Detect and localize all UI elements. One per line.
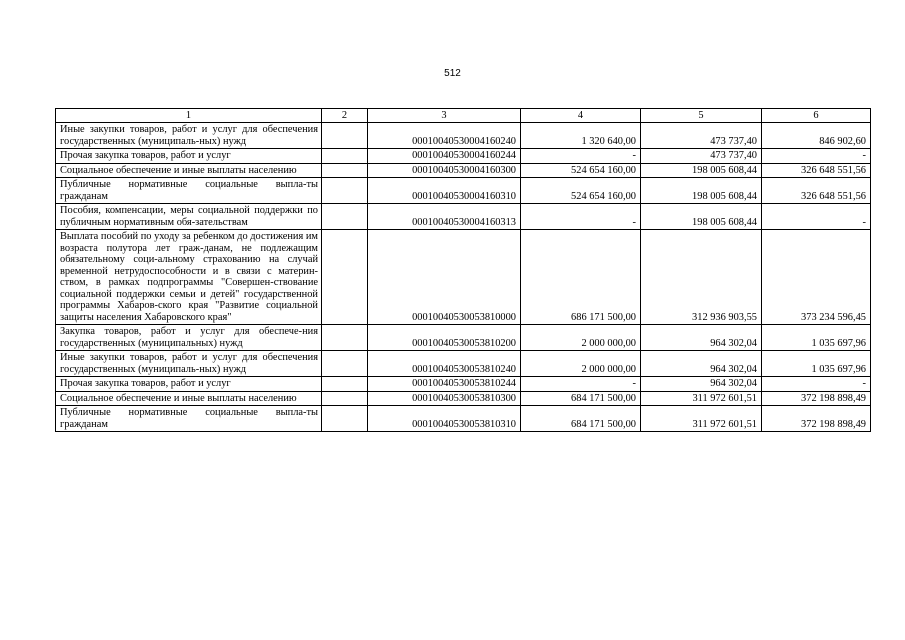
table-row [56,351,871,377]
row-code: 00010040530004160240 [368,123,521,149]
row-value-5: 964 302,04 [641,351,762,377]
table-row [56,230,871,325]
row-name: Иные закупки товаров, работ и услуг для обеспечения государственных (муниципаль-ных) нужд [56,351,322,377]
row-value-5: 473 737,40 [641,149,762,164]
row-col2 [322,204,368,230]
table-row [56,325,871,351]
row-col2 [322,123,368,149]
row-value-5: 198 005 608,44 [641,178,762,204]
row-value-4: 2 000 000,00 [521,351,641,377]
row-name: Выплата пособий по уходу за ребенком до достижения им возраста полутора лет граж-данам, не подлежащим обязательному соци-альному страхованию на случай временной нетрудоспособности и в связи с материн-ством, в рамках подпрограммы "Совершен-ствование социальной поддержки семьи и детей" государственной программы Хабаров-ского края "Развитие социальной защиты населения Хабаровского края" [56,230,322,325]
table-row [56,163,871,178]
row-name: Социальное обеспечение и иные выплаты населению [56,391,322,406]
row-value-5: 311 972 601,51 [641,406,762,432]
row-value-4: 686 171 500,00 [521,230,641,325]
row-value-4: - [521,149,641,164]
page-number: 512 [444,68,461,79]
row-col2 [322,178,368,204]
row-value-5: 312 936 903,55 [641,230,762,325]
row-value-6: 372 198 898,49 [762,406,871,432]
row-value-6: 372 198 898,49 [762,391,871,406]
table-row [56,123,871,149]
row-name: Публичные нормативные социальные выпла-ты гражданам [56,178,322,204]
row-value-4: - [521,204,641,230]
row-col2 [322,351,368,377]
header-col-3: 3 [368,109,521,123]
table-row [56,406,871,432]
row-name: Пособия, компенсации, меры социальной поддержки по публичным нормативным обя-зательствам [56,204,322,230]
row-code: 00010040530053810300 [368,391,521,406]
row-value-6: 1 035 697,96 [762,351,871,377]
row-value-5: 473 737,40 [641,123,762,149]
row-col2 [322,325,368,351]
row-code: 00010040530053810244 [368,377,521,392]
row-code: 00010040530053810200 [368,325,521,351]
row-name: Закупка товаров, работ и услуг для обеспече-ния государственных (муниципальных) нужд [56,325,322,351]
row-value-4: 524 654 160,00 [521,178,641,204]
row-value-6: 326 648 551,56 [762,178,871,204]
row-code: 00010040530053810310 [368,406,521,432]
row-value-4: 1 320 640,00 [521,123,641,149]
row-name: Иные закупки товаров, работ и услуг для обеспечения государственных (муниципаль-ных) нужд [56,123,322,149]
row-value-5: 198 005 608,44 [641,204,762,230]
table-row [56,377,871,392]
row-value-6: - [762,377,871,392]
row-value-4: - [521,377,641,392]
header-col-2: 2 [322,109,368,123]
header-col-6: 6 [762,109,871,123]
header-col-5: 5 [641,109,762,123]
row-code: 00010040530053810240 [368,351,521,377]
row-col2 [322,377,368,392]
row-value-6: - [762,149,871,164]
row-name: Прочая закупка товаров, работ и услуг [56,149,322,164]
row-col2 [322,163,368,178]
row-value-4: 684 171 500,00 [521,391,641,406]
row-col2 [322,391,368,406]
row-code: 00010040530053810000 [368,230,521,325]
row-value-5: 964 302,04 [641,377,762,392]
row-name: Социальное обеспечение и иные выплаты населению [56,163,322,178]
row-code: 00010040530004160244 [368,149,521,164]
table-header-row [56,109,871,123]
table-row [56,149,871,164]
row-value-4: 524 654 160,00 [521,163,641,178]
row-value-5: 311 972 601,51 [641,391,762,406]
row-value-6: 373 234 596,45 [762,230,871,325]
row-code: 00010040530004160300 [368,163,521,178]
row-col2 [322,149,368,164]
row-value-6: 326 648 551,56 [762,163,871,178]
row-col2 [322,406,368,432]
row-name: Прочая закупка товаров, работ и услуг [56,377,322,392]
row-name: Публичные нормативные социальные выпла-ты гражданам [56,406,322,432]
row-code: 00010040530004160313 [368,204,521,230]
header-col-1: 1 [56,109,322,123]
row-value-6: 846 902,60 [762,123,871,149]
row-value-6: 1 035 697,96 [762,325,871,351]
row-value-5: 198 005 608,44 [641,163,762,178]
table-row [56,391,871,406]
row-code: 00010040530004160310 [368,178,521,204]
header-col-4: 4 [521,109,641,123]
table-row [56,178,871,204]
budget-table [55,108,871,432]
table-row [56,204,871,230]
row-col2 [322,230,368,325]
row-value-4: 684 171 500,00 [521,406,641,432]
row-value-6: - [762,204,871,230]
row-value-4: 2 000 000,00 [521,325,641,351]
row-value-5: 964 302,04 [641,325,762,351]
